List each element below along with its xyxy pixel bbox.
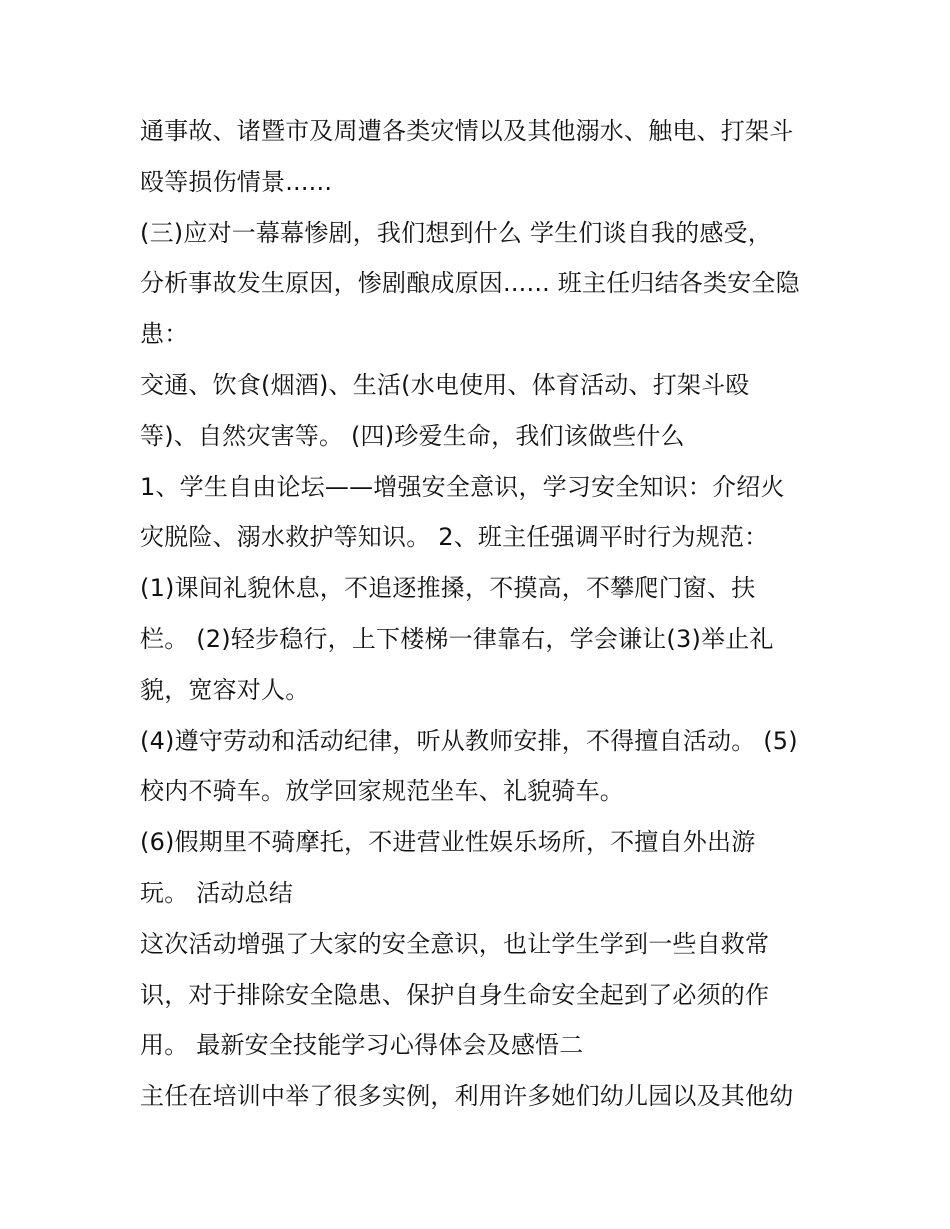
text-line: 1、学生自由论坛——增强安全意识，学习安全知识：介绍火 xyxy=(140,472,785,501)
text-line: 灾脱险、溺水救护等知识。 2、班主任强调平时行为规范： xyxy=(140,523,769,552)
text-line: 这次活动增强了大家的安全意识，也让学生学到一些自救常 xyxy=(140,929,770,958)
body-text xyxy=(140,106,830,1122)
text-line: 等)、自然灾害等。 (四)珍爱生命，我们该做些什么 xyxy=(140,421,685,450)
text-line: 栏。 (2)轻步稳行，上下楼梯一律靠右，学会谦让(3)举止礼 xyxy=(140,624,774,653)
text-line: 通事故、诸暨市及周遭各类灾情以及其他溺水、触电、打架斗 xyxy=(140,117,794,145)
text-line: (6)假期里不骑摩托，不进营业性娱乐场所，不擅自外出游 xyxy=(140,828,756,857)
text-line: 交通、饮食(烟酒)、生活(水电使用、体育活动、打架斗殴 xyxy=(140,370,750,399)
text-line: (1)课间礼貌休息，不追逐推搡，不摸高，不攀爬门窗、扶 xyxy=(140,574,756,603)
text-line: 殴等损伤情景...... xyxy=(140,167,333,196)
text-line: 患： xyxy=(140,320,189,349)
text-line: 用。 最新安全技能学习心得体会及感悟二 xyxy=(140,1031,584,1060)
text-line: 校内不骑车。放学回家规范坐车、礼貌骑车。 xyxy=(140,777,624,806)
text-line: (三)应对一幕幕惨剧，我们想到什么 学生们谈自我的感受， xyxy=(140,218,772,247)
text-line: 识，对于排除安全隐患、保护自身生命安全起到了必须的作 xyxy=(140,980,770,1009)
text-line: 主任在培训中举了很多实例，利用许多她们幼儿园以及其他幼 xyxy=(140,1082,794,1111)
text-line: 玩。 活动总结 xyxy=(140,878,294,907)
text-line: 分析事故发生原因，惨剧酿成原因...... 班主任归结各类安全隐 xyxy=(140,269,800,298)
text-line: (4)遵守劳动和活动纪律，听从教师安排，不得擅自活动。 (5) xyxy=(140,726,798,755)
text-line: 貌，宽容对人。 xyxy=(140,675,310,704)
